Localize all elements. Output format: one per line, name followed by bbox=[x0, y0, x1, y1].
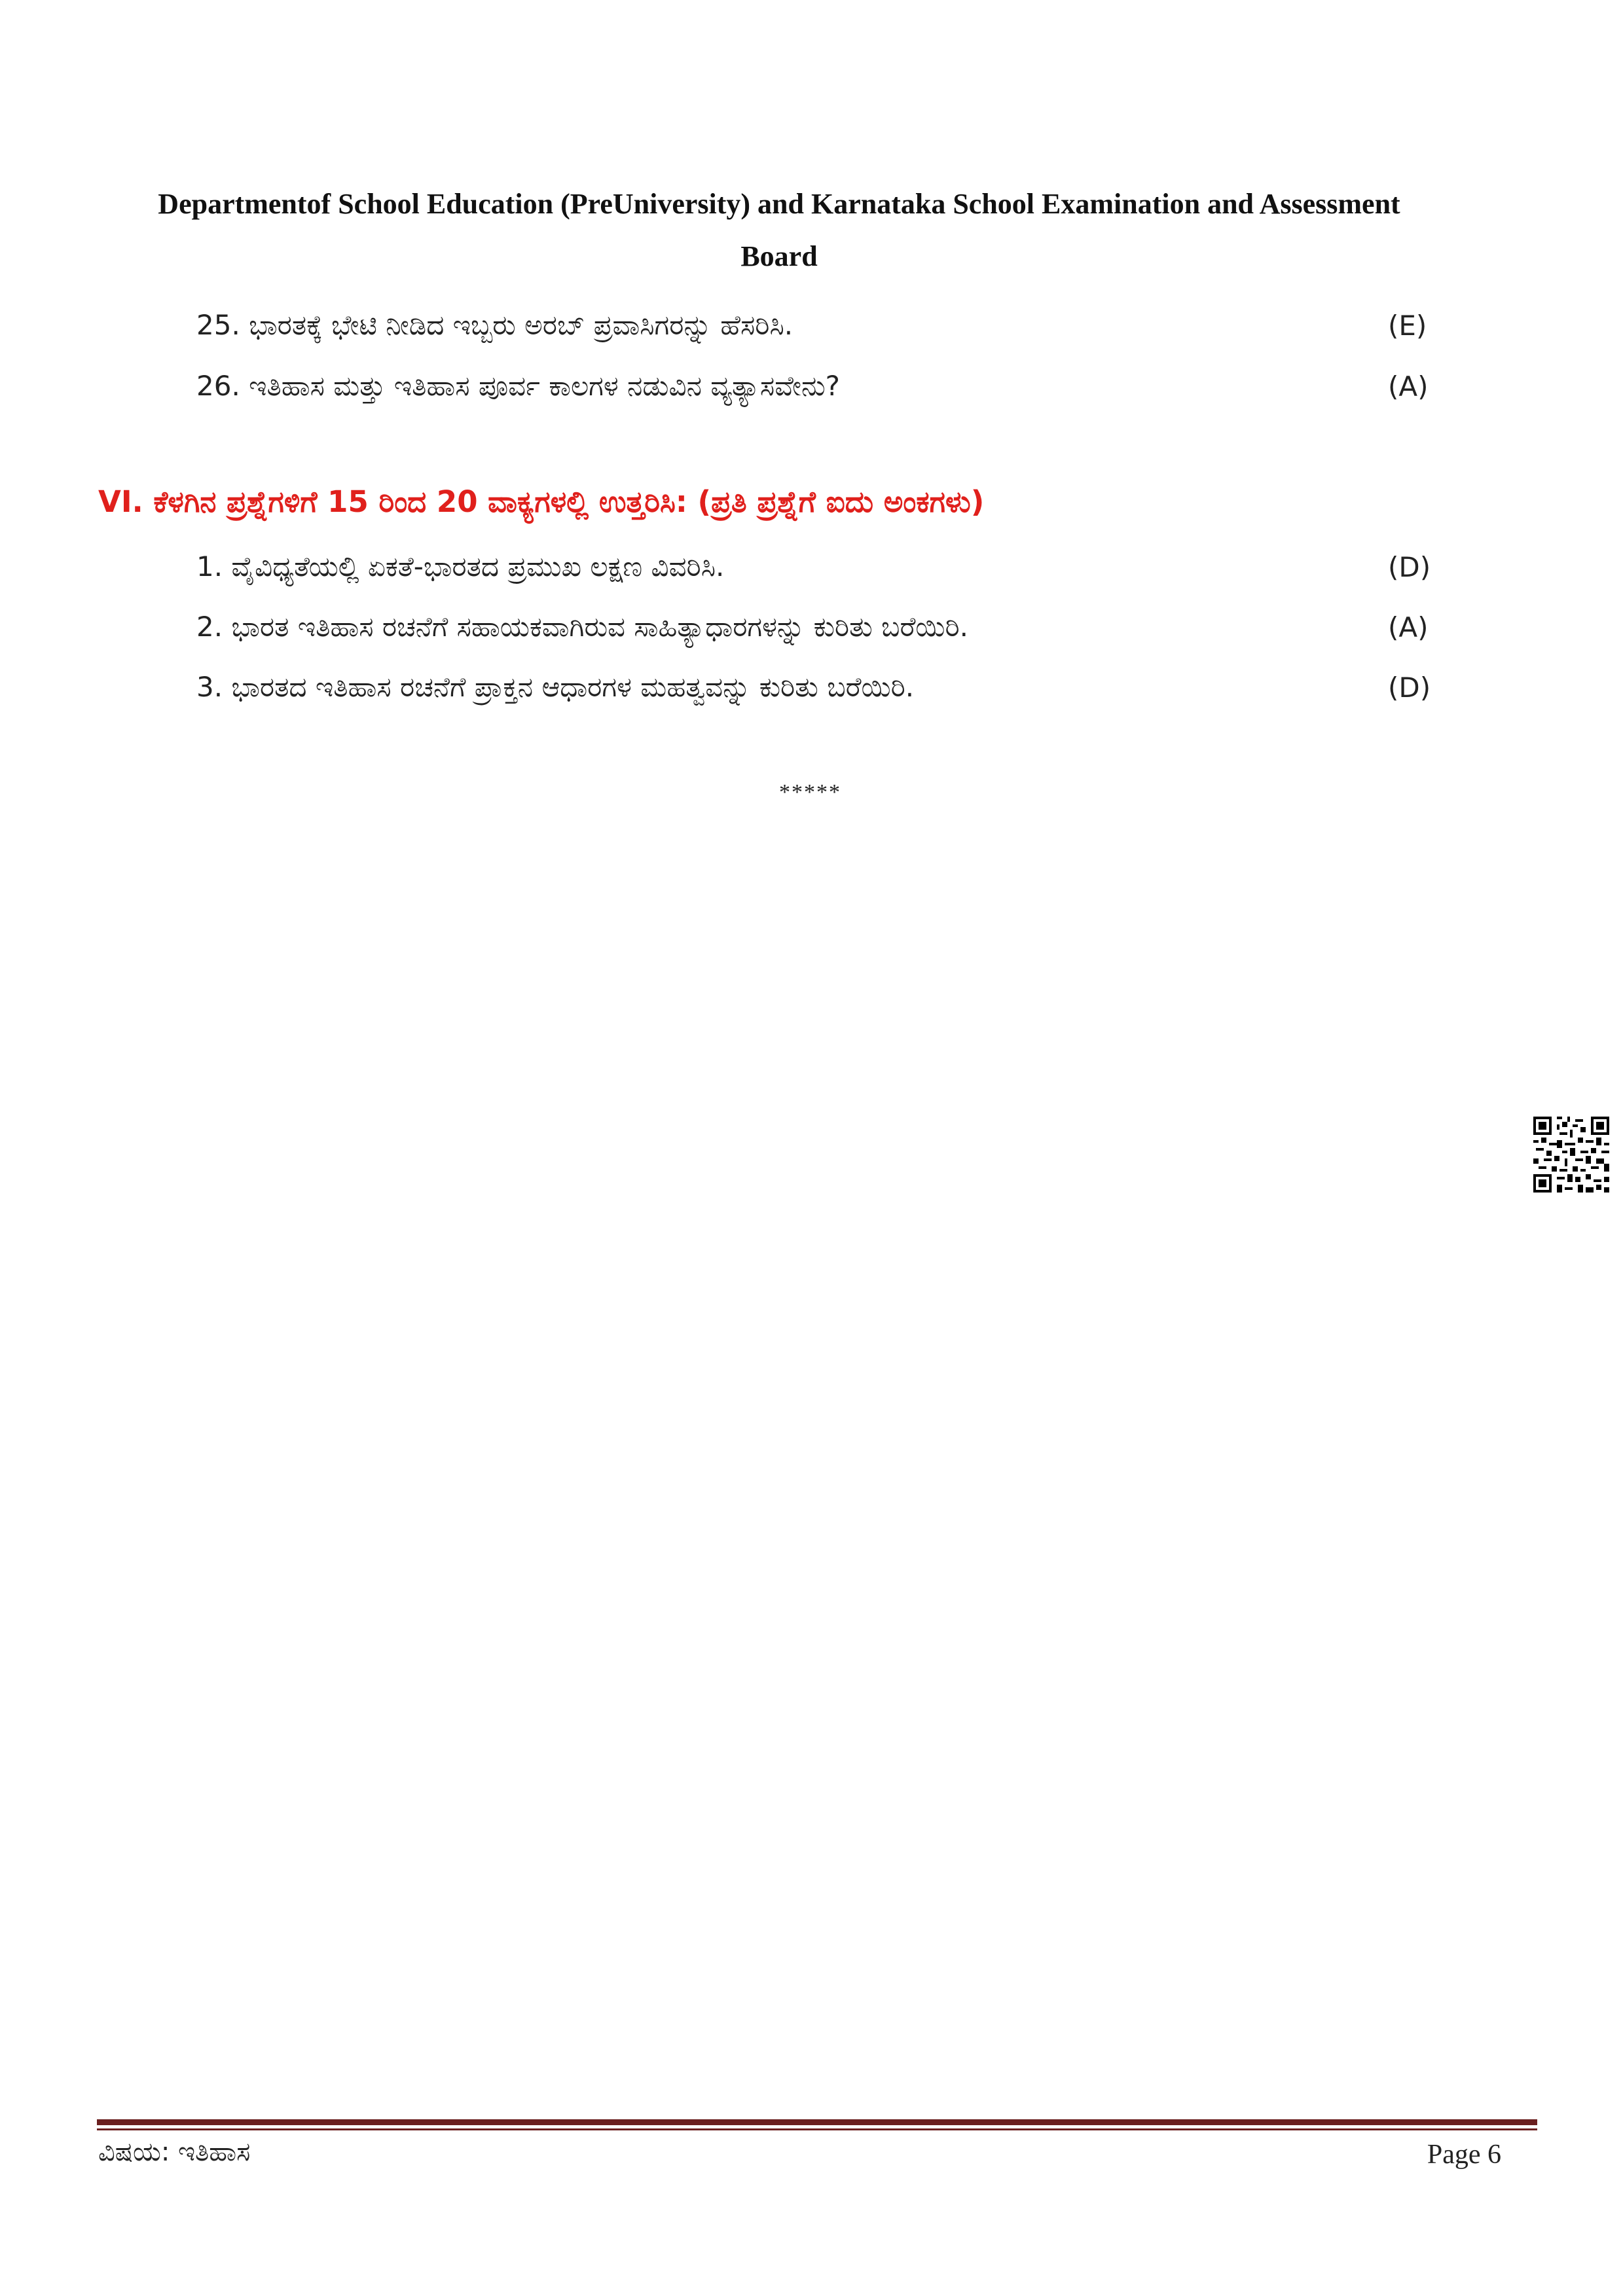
end-marker: ***** bbox=[779, 780, 841, 804]
question-mark: (E) bbox=[1388, 309, 1427, 342]
document-header bbox=[92, 178, 1467, 283]
question-mark: (A) bbox=[1388, 611, 1429, 643]
question-text: 3. ಭಾರತದ ಇತಿಹಾಸ ರಚನೆಗೆ ಪ್ರಾಕ್ತನ ಆಧಾರಗಳ ಮಹತ್ವವನ್ನು ಕುರಿತು ಬರೆಯಿರಿ. bbox=[196, 671, 915, 703]
header-line-1: Departmentof School Education (PreUniversity) and Karnataka School Examination and Assessment bbox=[158, 188, 1400, 220]
footer-subject: ವಿಷಯ: ಇತಿಹಾಸ bbox=[98, 2137, 251, 2167]
question-mark: (D) bbox=[1388, 671, 1431, 704]
header-line-2: Board bbox=[740, 240, 818, 272]
question-text: 25. ಭಾರತಕ್ಕೆ ಭೇಟಿ ನೀಡಿದ ಇಬ್ಬರು ಅರಬ್ ಪ್ರವಾಸಿಗರನ್ನು ಹೆಸರಿಸಿ. bbox=[196, 309, 793, 341]
section-6-question-1 bbox=[196, 547, 1431, 586]
question-26 bbox=[196, 367, 1427, 406]
footer-page-number: Page 6 bbox=[1427, 2140, 1501, 2170]
section-6-question-2 bbox=[196, 607, 1427, 647]
question-text: 2. ಭಾರತ ಇತಿಹಾಸ ರಚನೆಗೆ ಸಹಾಯಕವಾಗಿರುವ ಸಾಹಿತ್ಯಾಧಾರಗಳನ್ನು ಕುರಿತು ಬರೆಯಿರಿ. bbox=[196, 611, 969, 643]
question-25 bbox=[196, 306, 1427, 345]
question-mark: (A) bbox=[1388, 370, 1429, 403]
footer-rule-thick bbox=[97, 2119, 1537, 2125]
qr-code-icon bbox=[1533, 1117, 1609, 1193]
section-6-title: VI. ಕೆಳಗಿನ ಪ್ರಶ್ನೆಗಳಿಗೆ 15 ರಿಂದ 20 ವಾಕ್ಯಗಳಲ್ಲಿ ಉತ್ತರಿಸಿ: (ಪ್ರತಿ ಪ್ರಶ್ನೆಗೆ ಐದು ಅಂಕಗಳು) bbox=[98, 484, 985, 519]
footer-rule-thin bbox=[97, 2128, 1537, 2130]
section-6-question-3 bbox=[196, 668, 1431, 707]
question-text: 26. ಇತಿಹಾಸ ಮತ್ತು ಇತಿಹಾಸ ಪೂರ್ವ ಕಾಲಗಳ ನಡುವಿನ ವ್ಯತ್ಯಾಸವೇನು? bbox=[196, 370, 840, 402]
question-mark: (D) bbox=[1388, 550, 1431, 583]
question-text: 1. ವೈವಿಧ್ಯತೆಯಲ್ಲಿ ಏಕತೆ-ಭಾರತದ ಪ್ರಮುಖ ಲಕ್ಷಣ ವಿವರಿಸಿ. bbox=[196, 550, 725, 583]
